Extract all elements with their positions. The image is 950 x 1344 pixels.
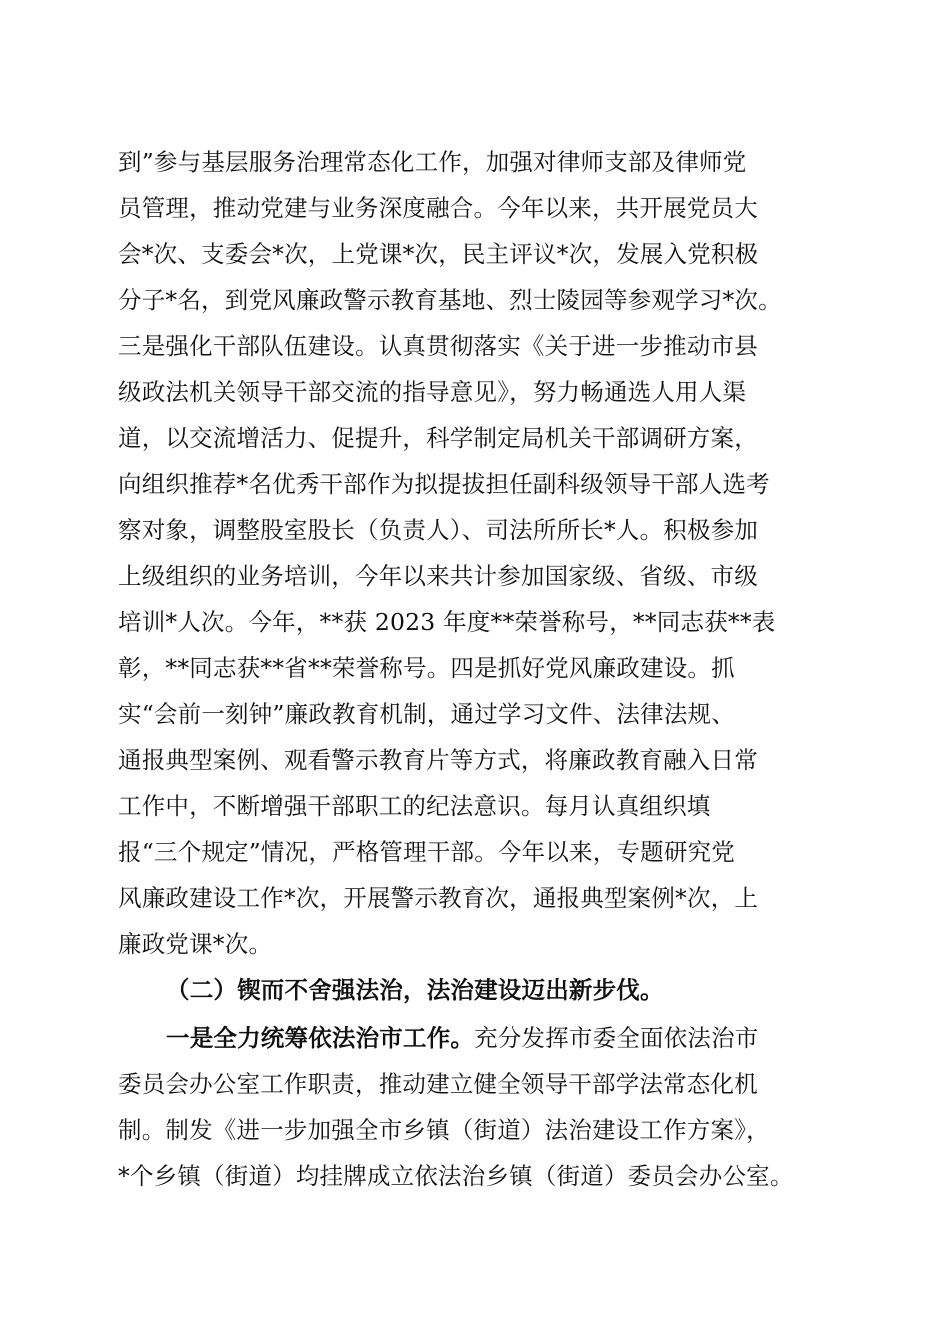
body-text-line: 制。制发《进一步加强全市乡镇（街道）法治建设工作方案》， bbox=[118, 1116, 770, 1144]
body-text-line: 察对象，调整股室股长（负责人）、司法所所长*人。积极参加 bbox=[118, 516, 759, 544]
body-text-line: 通报典型案例、观看警示教育片等方式，将廉政教育融入日常 bbox=[118, 746, 758, 774]
body-text-line: 廉政党课*次。 bbox=[118, 930, 273, 958]
body-text-line: 培训*人次。今年，**获 2023 年度**荣誉称号，**同志获**表 bbox=[118, 608, 776, 636]
body-text-line: *个乡镇（街道）均挂牌成立依法治乡镇（街道）委员会办公室。 bbox=[118, 1162, 794, 1190]
body-text-line: 委员会办公室工作职责，推动建立健全领导干部学法常态化机 bbox=[118, 1070, 758, 1098]
body-text-line: 向组织推荐*名优秀干部作为拟提拔担任副科级领导干部人选考 bbox=[118, 470, 770, 498]
body-text-line: 实“会前一刻钟”廉政教育机制，通过学习文件、法律法规、 bbox=[118, 700, 735, 728]
body-text-line: 上级组织的业务培训，今年以来共计参加国家级、省级、市级 bbox=[118, 562, 758, 590]
body-text-line: 到”参与基层服务治理常态化工作，加强对律师支部及律师党 bbox=[118, 148, 747, 176]
body-text-line: 风廉政建设工作*次，开展警示教育次，通报典型案例*次，上 bbox=[118, 884, 759, 912]
body-text-line: 会*次、支委会*次，上党课*次，民主评议*次，发展入党积极 bbox=[118, 240, 759, 268]
body-text-line: 分子*名，到党风廉政警示教育基地、烈士陵园等参观学习*次。 bbox=[118, 286, 782, 314]
body-text-line: 员管理，推动党建与业务深度融合。今年以来，共开展党员大 bbox=[118, 194, 758, 222]
body-text-line: 工作中，不断增强干部职工的纪法意识。每月认真组织填 bbox=[118, 792, 711, 820]
section-heading: （二）锲而不舍强法治，法治建设迈出新步伐。 bbox=[166, 976, 664, 1004]
body-text-line: 级政法机关领导干部交流的指导意见》，努力畅通选人用人渠 bbox=[118, 378, 747, 406]
body-text-line: 三是强化干部队伍建设。认真贯彻落实《关于进一步推动市县 bbox=[118, 332, 758, 360]
paragraph-first-line bbox=[166, 1021, 886, 1055]
body-text-line: 道，以交流增活力、促提升，科学制定局机关干部调研方案， bbox=[118, 424, 758, 452]
paragraph-lead-phrase: 一是全力统筹依法治市工作。 bbox=[166, 1024, 475, 1052]
body-text-line: 彰，**同志获**省**荣誉称号。四是抓好党风廉政建设。抓 bbox=[118, 654, 735, 682]
body-text-line: 报“三个规定”情况，严格管理干部。今年以来，专题研究党 bbox=[118, 838, 735, 866]
paragraph-first-line-rest: 充分发挥市委全面依法治市 bbox=[474, 1024, 759, 1052]
